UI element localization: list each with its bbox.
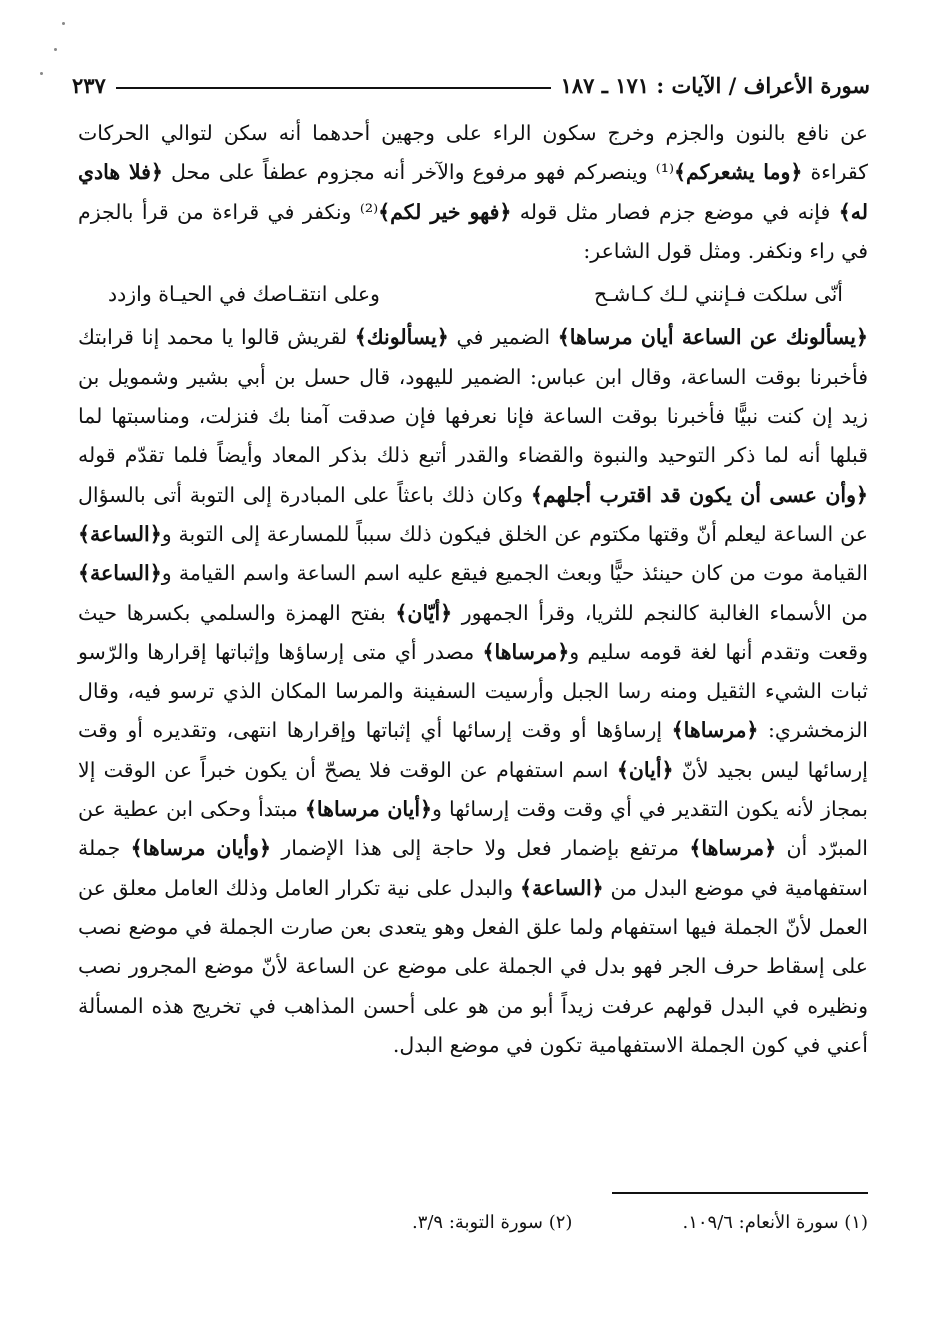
text-run: القيامة موت من كان حينئذ حيًّا وبعث الجميع فيقع عليه اسم الساعة واسم القيامة و [161,561,868,586]
verse-second-hemistich: وعلى انتقـاصك في الحيـاة وازدد [108,282,380,307]
paragraph-2 [78,318,868,1065]
footnote-2: (٢) سورة التوبة: ٣/٩. [411,1212,573,1233]
running-header [72,58,870,98]
quran-quote: ﴿فلا هادي له﴾ [78,160,868,224]
scan-speck [40,72,43,75]
text-run: إرساؤها أو وقت إرسائها أي إثباتها وإقرارها انتهى، وتقديره أو وقت إرسائها ليس بجيد لأنّ [78,718,869,782]
header-rule [116,87,551,89]
quran-quote: ﴿يسألونك﴾ [354,325,449,350]
quran-quote: ﴿أيان مرساها﴾ [304,797,433,822]
scan-speck [62,22,65,25]
quran-quote: ﴿وما يشعركم﴾ [674,160,803,185]
quran-quote: ﴿وأيان مرساها﴾ [130,836,272,861]
text-run: والبدل على نية تكرار العامل وذلك العامل معلق عن العمل لأنّ الجملة فيها استفهام ولما علق الفعل وهو يتعدى بعن صارت الجملة في موضع نصب على إسقاط حرف الجر فهو بدل في الجملة على موضع عن الساعة لأنّ موضع المجرور نصب ونظيره في البدل قولهم عرفت زيداً أبو من هو على أحسن المذاهب في تخريج هذه المسألة أعني في كون الجملة الاستفهامية تكون في موضع البدل. [78,875,868,1057]
footnote-rule [612,1192,868,1194]
footnotes [200,1212,868,1233]
quran-quote: ﴿أيان﴾ [616,757,674,782]
quran-quote: ﴿مرساها﴾ [482,639,570,664]
text-run: وكان ذلك باعثاً على المبادرة إلى التوبة أتى بالسؤال عن الساعة ليعلم أنّ وقتها مكتوم عن الخلق فيكون ذلك سبباً للمسارعة إلى التوبة و [78,482,868,546]
text-run: ⁽¹⁾ وينصركم فهو مرفوع والآخر أنه مجزوم عطفاً على محل [162,160,675,185]
text-run: مصدر أي متى إرساؤها وإثباتها إقرارها والرّسو ثبات الشيء الثقيل ومنه رسا الجبل وأرسيت السفينة والمرسا المكان الذي ترسو فيه، وقال الزمخشري: [78,639,868,743]
page-number: ٢٣٧ [72,73,106,98]
quran-quote: ﴿الساعة﴾ [78,521,162,546]
text-run: مبتدأ وحكى ابن عطية عن المبرّد أن [78,797,868,861]
footnote-1: (١) سورة الأنعام: ١٠٩/٦. [682,1212,868,1233]
text-run: من الأسماء الغالبة كالنجم للثريا، وقرأ الجمهور [452,600,868,625]
quran-quote: ﴿يسألونك عن الساعة أيان مرساها﴾ [557,325,869,350]
main-text [78,114,868,1065]
text-run: عن نافع بالنون والجزم وخرج سكون الراء على وجهين أحدهما أنه سكن لتوالي الحركات كقراءة [78,121,868,185]
text-run: الضمير في [448,325,558,350]
verse-first-hemistich: أنّى سلكت فـإنني لـك كـاشـح [594,282,843,307]
poetry-verse [108,275,843,314]
text-run: ⁽²⁾ ونكفر في قراءة من قرأ بالجزم في راء ونكفر. ومثل قول الشاعر: [78,199,868,263]
quran-quote: ﴿فهو خير لكم﴾ [378,199,512,224]
paragraph-1 [78,114,868,271]
quran-quote: ﴿الساعة﴾ [519,875,604,900]
text-run: بفتح الهمزة والسلمي بكسرها حيث وقعت وتقدم أنها لغة قومه سليم و [78,600,868,664]
text-run: جملة استفهامية في موضع البدل من [78,836,868,900]
quran-quote: ﴿الساعة﴾ [78,561,162,586]
quran-quote: ﴿مرساها﴾ [671,718,759,743]
quran-quote: ﴿مرساها﴾ [689,836,777,861]
quran-quote: ﴿وأن عسى أن يكون قد اقترب أجلهم﴾ [530,482,868,507]
running-header-title: سورة الأعراف / الآيات : ١٧١ ـ ١٨٧ [560,73,870,98]
text-run: اسم استفهام عن الوقت فلا يصحّ أن يكون خبراً عن الوقت إلا بمجاز لأنه يكون التقدير في أي وقت وقت إرسائها و [78,757,868,822]
text-run: مرتفع بإضمار فعل ولا حاجة إلى هذا الإضمار [271,836,690,861]
text-run: فإنه في موضع جزم فصار مثل قوله [511,199,839,224]
scan-speck [54,48,57,51]
quran-quote: ﴿أيّان﴾ [395,600,453,625]
text-run: لقريش قالوا يا محمد إنا قرابتك فأخبرنا بوقت الساعة، وقال ابن عباس: الضمير لليهود، قال حسل بن أبي بشير وشمويل بن زيد إن كنت نبيًّا فأخبرنا بوقت الساعة فإنا نعرفها فإن صدقت آمنا بك فنزلت، ومناسبتها لما قبلها أنه لما ذكر التوحيد والنبوة والقضاء والقدر أتبع ذلك بذكر المعاد وأيضاً فلما تقدّم قوله [78,325,868,468]
